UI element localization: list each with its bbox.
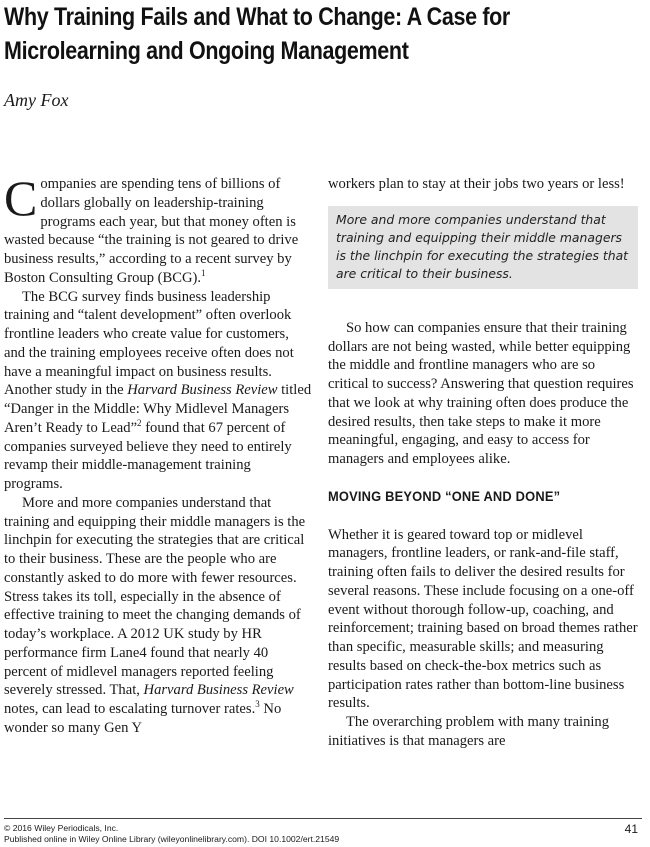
article-title-line-1: Why Training Fails and What to Change: A Case for — [4, 3, 510, 31]
footnote-ref-3: 3 — [255, 699, 260, 710]
paragraph-1 — [4, 170, 312, 288]
paragraph-2-text-a: The BCG survey finds business leadership training and “talent development” often overlook frontline leaders who create value for customers, and the training employees receive often does not have a meaningful impact on business results. Another study in the — [4, 288, 294, 399]
paragraph-4: So how can companies ensure that their training dollars are not being wasted, while better equipping the middle and frontline managers who are so critical to success? Answering that question requires that we look at why training often does produce the desired results, then take steps to make it more meaningful, engaging, and easy to access for managers and employees alike. — [328, 319, 634, 467]
footnote-ref-2: 2 — [137, 417, 142, 428]
article-title-line-2: Microlearning and Ongoing Management — [4, 37, 409, 65]
paragraph-5: Whether it is geared toward top or midlevel managers, frontline leaders, or rank-and-file staff, training often fails to deliver the desired results for several reasons. These include focusing on a one-off event without thorough follow-up, coaching, and reinforcement; training based on broad themes rather than specific, measurable skills; and measuring results based on check-the-box metrics such as participation rates rather than bottom-line business results. — [328, 526, 638, 712]
article-title — [4, 0, 644, 68]
paragraph-3-text-b: notes, can lead to escalating turnover rates. — [4, 701, 256, 717]
paragraph-3 — [4, 494, 312, 738]
left-column — [4, 170, 312, 738]
journal-title-hbr: Harvard Business Review — [127, 382, 278, 399]
section-heading: MOVING BEYOND “ONE AND DONE” — [328, 487, 561, 504]
footer-rule — [4, 818, 642, 819]
author-name: Amy Fox — [4, 90, 69, 110]
footnote-ref-1: 1 — [201, 267, 206, 278]
drop-cap: C — [4, 170, 38, 226]
paragraph-1-text: ompanies are spending tens of billions of dollars globally on leadership-training programs each year, but that money often is wasted because “the training is not geared to drive business results,” according to a recent survey by Boston Consulting Group (BCG). — [4, 176, 299, 286]
continued-paragraph: workers plan to stay at their jobs two years or less! — [328, 176, 625, 192]
pull-quote: More and more companies understand that training and equipping their middle managers is the linchpin for executing the strategies that are critical to their business. — [328, 206, 638, 289]
right-column — [328, 175, 638, 751]
paragraph-6: The overarching problem with many training initiatives is that managers are — [328, 714, 610, 749]
copyright-line: © 2016 Wiley Periodicals, Inc. — [4, 823, 119, 833]
journal-title-hbr-2: Harvard Business Review — [143, 682, 294, 699]
page-number: 41 — [624, 822, 638, 836]
paragraph-3-text-a: More and more companies understand that training and equipping their middle managers is the linchpin for executing the strategies that are critical to their business. These are the people who are constantly asked to do more with fewer resources. Stress takes its toll, especially in the absence of effective training to meet the changing demands of today’s workplace. A 2012 UK study by HR performance firm Lane4 found that nearly 40 percent of midlevel managers reported feeling severely stressed. That, — [4, 494, 306, 699]
paragraph-2 — [4, 288, 312, 494]
publication-line: Published online in Wiley Online Library (wileyonlinelibrary.com). DOI 10.1002/ert.21549 — [4, 833, 340, 844]
paragraph-2-text-c: found that 67 percent of companies surveyed believe they need to entirely revamp their middle-management training programs. — [4, 419, 292, 492]
paragraph-2-text-b: titled “Danger in the Middle: Why Midlevel Managers Aren’t Ready to Lead” — [4, 382, 312, 436]
footer-info — [4, 823, 339, 844]
paragraph-3-text-c: No wonder so many Gen Y — [4, 701, 282, 736]
